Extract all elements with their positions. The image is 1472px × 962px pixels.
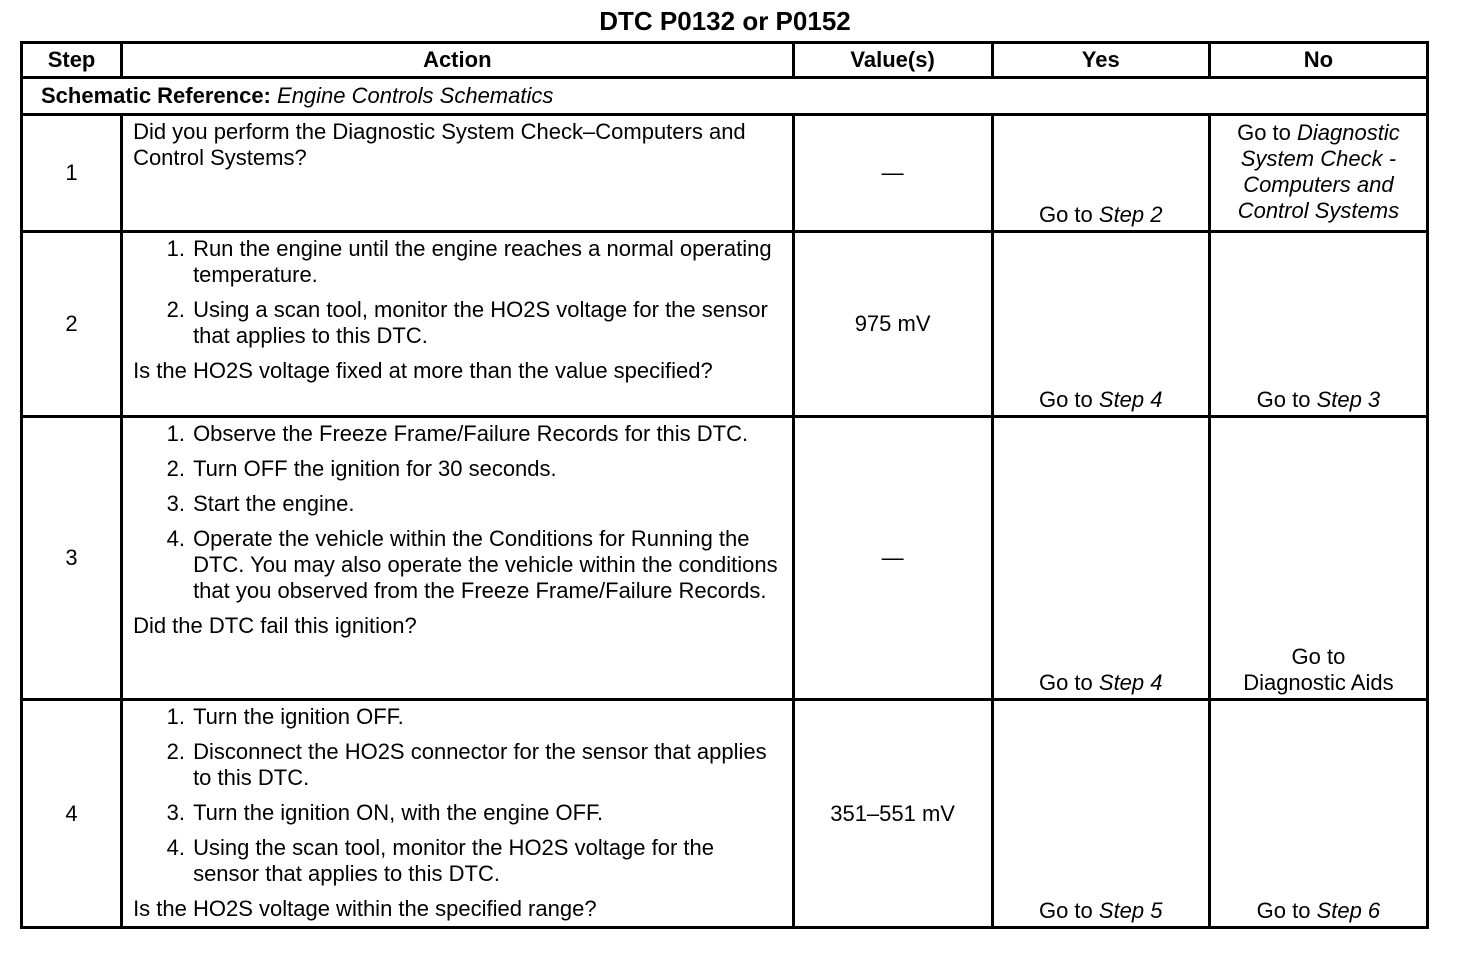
yes-prefix: Go to (1038, 670, 1099, 695)
header-row (22, 43, 1428, 78)
step-number: 3 (22, 417, 122, 700)
action-item: 1. Observe the Freeze Frame/Failure Records for this DTC. (191, 421, 781, 447)
step-number: 2 (22, 232, 122, 417)
header-no: No (1209, 43, 1427, 78)
no-cell (1209, 232, 1427, 417)
diagnostic-table (20, 41, 1429, 929)
no-cell (1209, 115, 1427, 232)
yes-prefix: Go to (1038, 898, 1099, 923)
yes-prefix: Go to (1038, 387, 1099, 412)
step-number: 4 (22, 700, 122, 928)
action-cell (122, 417, 793, 700)
table-row (22, 232, 1428, 417)
table-row (22, 700, 1428, 928)
schematic-reference (22, 78, 1428, 115)
no-cell (1209, 417, 1427, 700)
action-item: 1. Turn the ignition OFF. (191, 704, 781, 730)
header-values: Value(s) (793, 43, 992, 78)
value-cell: 975 mV (793, 232, 992, 417)
value-cell: 351–551 mV (793, 700, 992, 928)
action-question: Did you perform the Diagnostic System Check–Computers and Control Systems? (133, 119, 746, 170)
action-list (133, 704, 781, 887)
yes-link[interactable]: Step 2 (1098, 202, 1163, 227)
header-yes: Yes (992, 43, 1209, 78)
action-cell (122, 232, 793, 417)
yes-link[interactable]: Step 5 (1098, 898, 1163, 923)
action-question: Did the DTC fail this ignition? (133, 613, 417, 638)
step-number: 1 (22, 115, 122, 232)
header-step: Step (22, 43, 122, 78)
no-link[interactable]: Diagnostic Aids (1243, 670, 1394, 695)
schematic-row (22, 78, 1428, 115)
value-cell: — (793, 417, 992, 700)
no-cell (1209, 700, 1427, 928)
no-link[interactable]: Step 3 (1316, 387, 1381, 412)
no-link[interactable]: Diagnostic System Check - Computers and Control Systems (1237, 120, 1400, 223)
action-item: 4. Using the scan tool, monitor the HO2S voltage for the sensor that applies to this DTC. (191, 835, 781, 887)
no-link[interactable]: Step 6 (1316, 898, 1381, 923)
action-item: 4. Operate the vehicle within the Conditions for Running the DTC. You may also operate the vehicle within the conditions that you observed from the Freeze Frame/Failure Records. (191, 526, 781, 604)
page-title: DTC P0132 or P0152 (599, 6, 851, 36)
header-action: Action (122, 43, 793, 78)
yes-cell (992, 417, 1209, 700)
action-item: 2. Disconnect the HO2S connector for the sensor that applies to this DTC. (191, 739, 781, 791)
action-list (133, 236, 781, 349)
no-prefix: Go to (1256, 898, 1317, 923)
yes-cell (992, 700, 1209, 928)
yes-cell (992, 232, 1209, 417)
action-question: Is the HO2S voltage within the specified range? (133, 896, 597, 921)
table-row (22, 417, 1428, 700)
yes-link[interactable]: Step 4 (1098, 387, 1163, 412)
yes-prefix: Go to (1038, 202, 1099, 227)
yes-cell (992, 115, 1209, 232)
action-cell (122, 700, 793, 928)
schematic-link[interactable]: Engine Controls Schematics (277, 83, 554, 108)
no-prefix: Go to (1237, 120, 1297, 145)
table-row (22, 115, 1428, 232)
schematic-label: Schematic Reference: (41, 83, 271, 108)
action-item: 1. Run the engine until the engine reaches a normal operating temperature. (191, 236, 781, 288)
action-item: 2. Turn OFF the ignition for 30 seconds. (191, 456, 781, 482)
action-list (133, 421, 781, 604)
no-prefix: Go to (1256, 387, 1317, 412)
action-item: 3. Start the engine. (191, 491, 781, 517)
action-item: 2. Using a scan tool, monitor the HO2S voltage for the sensor that applies to this DTC. (191, 297, 781, 349)
no-prefix: Go to (1291, 644, 1346, 669)
action-item: 3. Turn the ignition ON, with the engine OFF. (191, 800, 781, 826)
yes-link[interactable]: Step 4 (1098, 670, 1163, 695)
value-cell: — (793, 115, 992, 232)
action-question: Is the HO2S voltage fixed at more than the value specified? (133, 358, 713, 383)
action-cell (122, 115, 793, 232)
